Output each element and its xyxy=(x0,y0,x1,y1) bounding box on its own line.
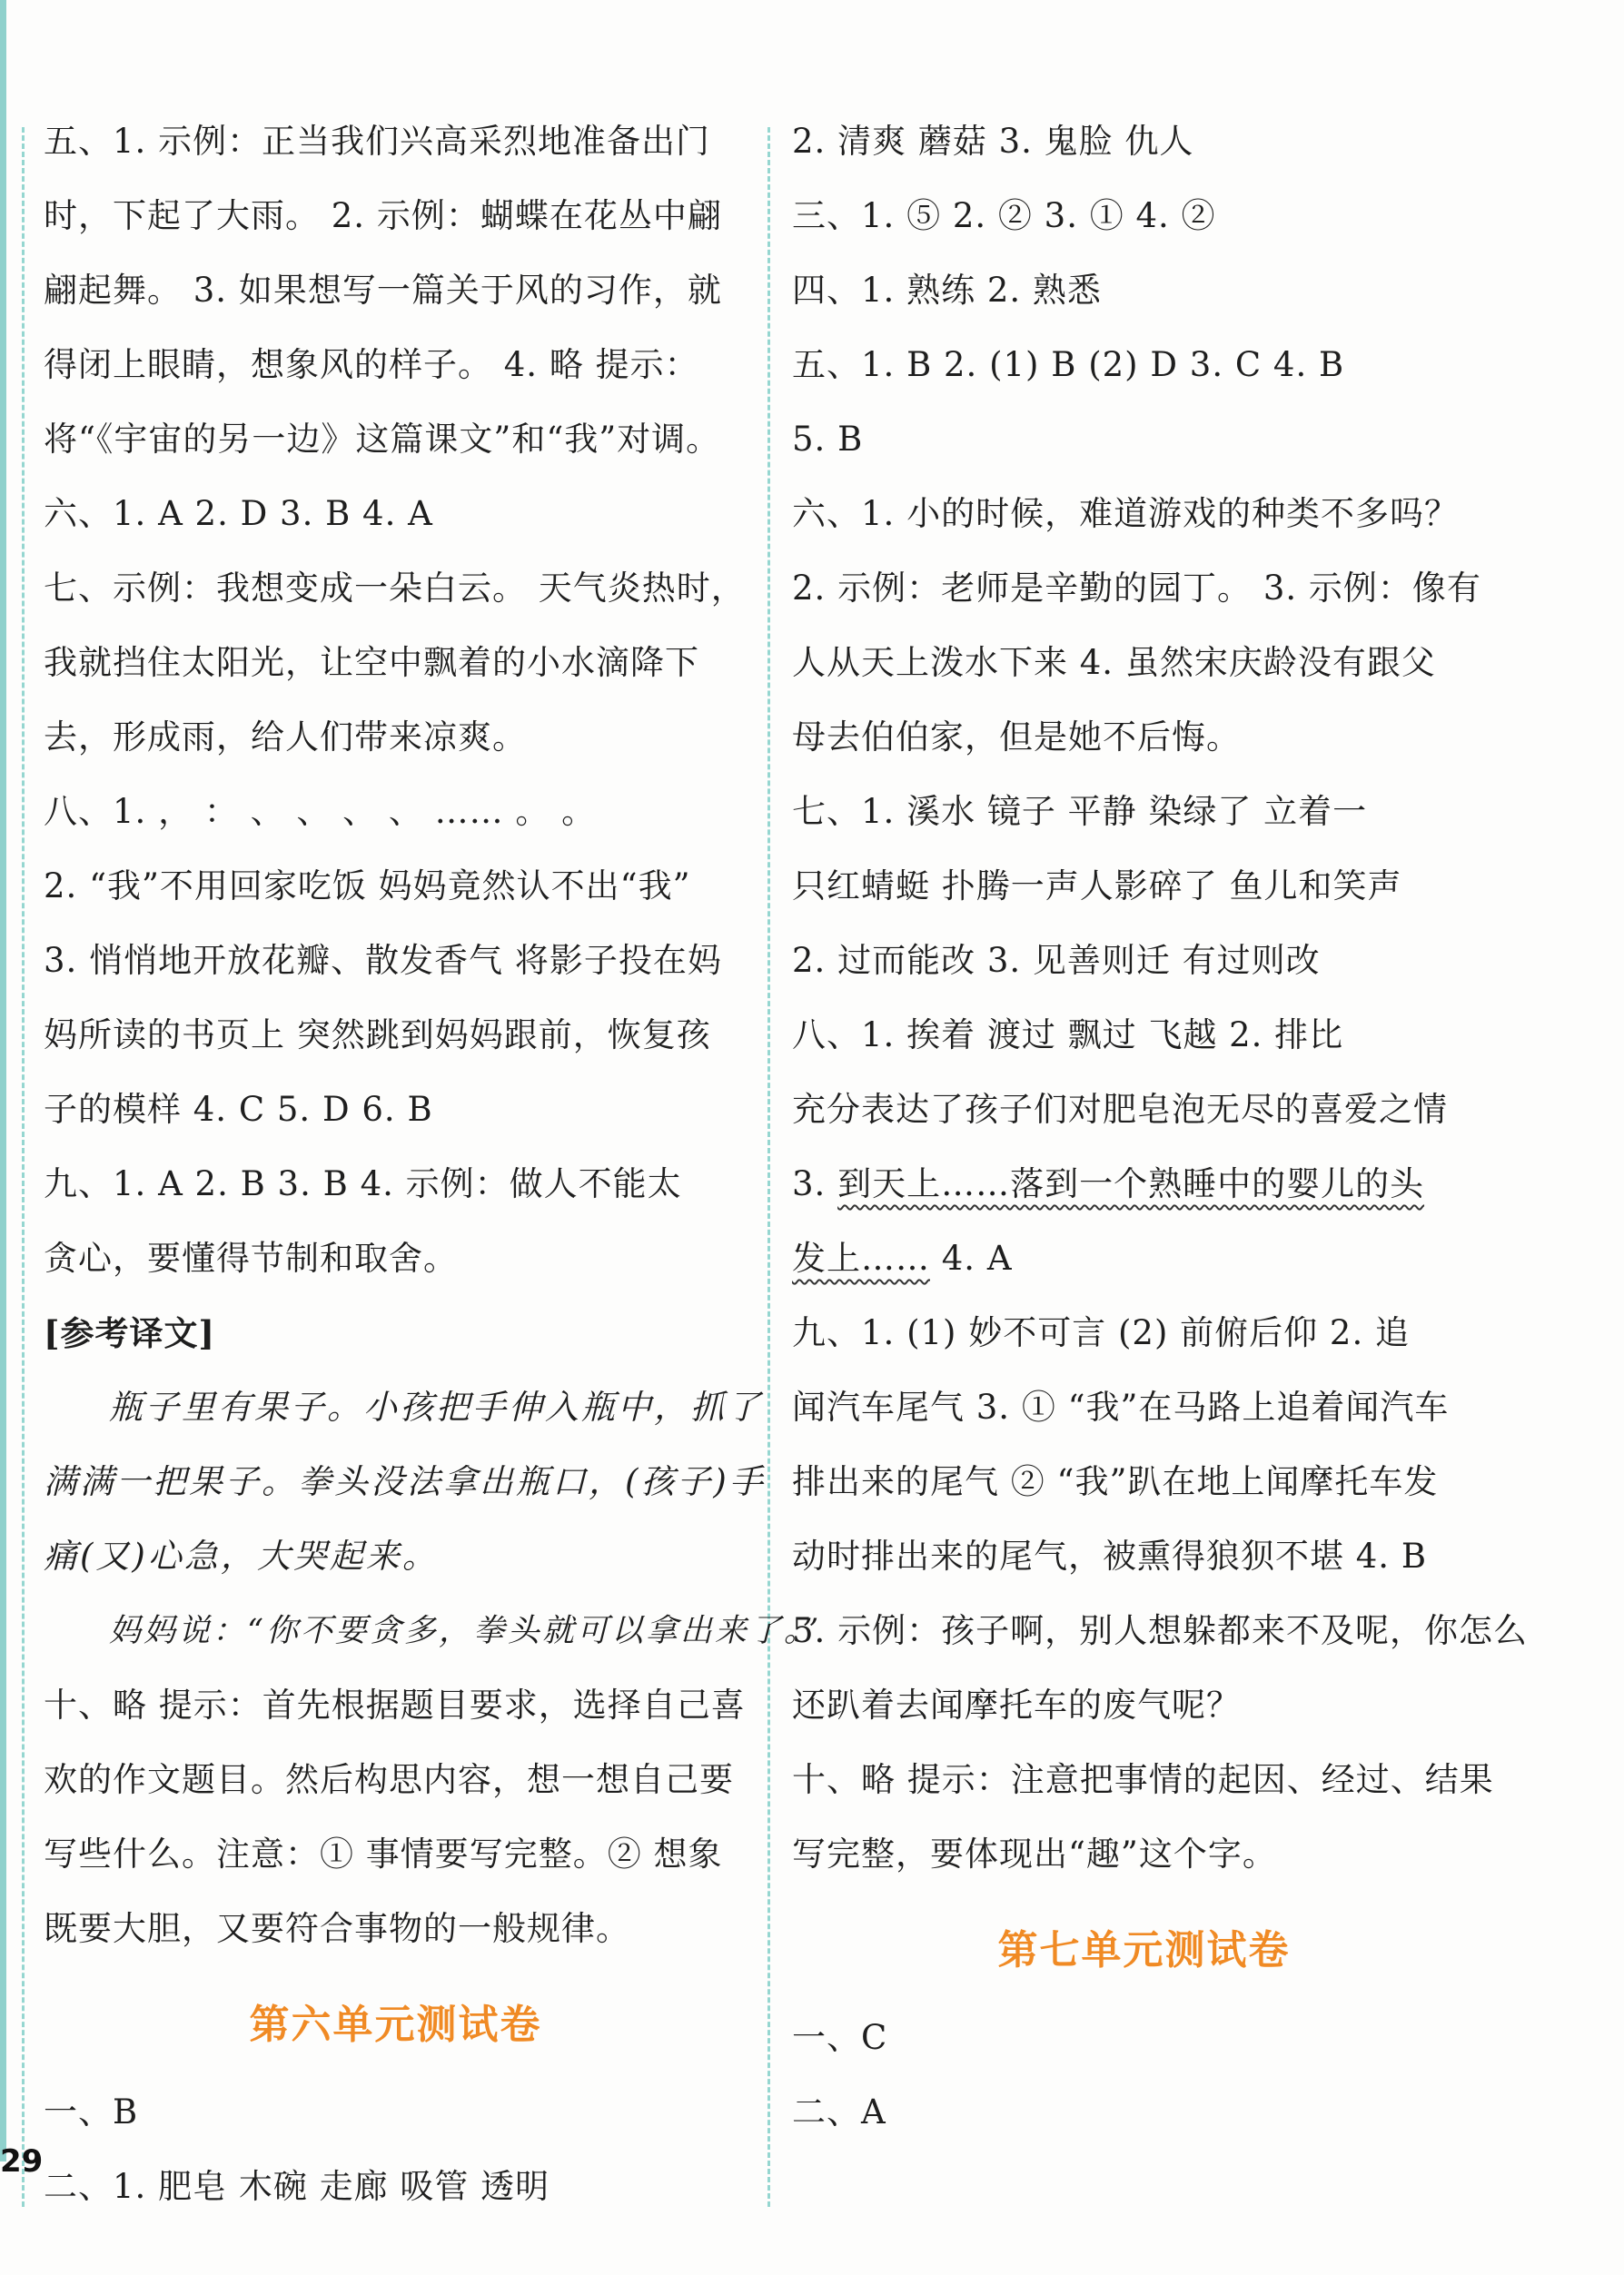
left-column xyxy=(44,104,822,2224)
left-edge-strip xyxy=(0,0,6,2161)
answer-line: 时，下起了大雨。 2. 示例：蝴蝶在花丛中翩 xyxy=(44,196,722,235)
answer-line: 八、1. 挨着 渡过 飘过 飞越 2. 排比 xyxy=(792,1015,1344,1054)
answer-line: 还趴着去闻摩托车的废气呢？ xyxy=(792,1686,1241,1725)
answer-line: 一、B xyxy=(44,2092,139,2132)
answer-line: 排出来的尾气 ② “我”趴在地上闻摩托车发 xyxy=(792,1462,1439,1501)
answer-line: 2. 清爽 蘑菇 3. 鬼脸 仇人 xyxy=(792,122,1194,161)
right-column xyxy=(792,104,1529,2150)
unit-seven-test-title: 第七单元测试卷 xyxy=(997,1927,1291,1973)
answer-line: 写完整，要体现出“趣”这个字。 xyxy=(792,1835,1277,1874)
answer-line: 5. 示例：孩子啊，别人想躲都来不及呢，你怎么 xyxy=(792,1611,1529,1650)
answer-line: 去，形成雨，给人们带来凉爽。 xyxy=(44,717,527,757)
answer-line: 贪心，要懂得节制和取舍。 xyxy=(44,1239,458,1278)
answer-line: 2. 过而能改 3. 见善则迁 有过则改 xyxy=(792,941,1321,980)
answer-line: 二、A xyxy=(792,2092,886,2132)
answer-line: 翩起舞。 3. 如果想写一篇关于风的习作，就 xyxy=(44,271,722,310)
answer-line-wavy xyxy=(792,1147,1496,1222)
translation-line: 瓶子里有果子。小孩把手伸入瓶中，抓了 xyxy=(109,1388,763,1427)
answer-line: 我就挡住太阳光，让空中飘着的小水滴降下 xyxy=(44,643,699,682)
translation-line: 妈妈说：“你不要贪多，拳头就可以拿出来了。” xyxy=(109,1613,822,1649)
answer-line: 闻汽车尾气 3. ① “我”在马路上追着闻汽车 xyxy=(792,1388,1450,1427)
answer-line: 将“《宇宙的另一边》这篇课文”和“我”对调。 xyxy=(44,420,721,459)
answer-line: 八、1. ， ： 、 、 、 、 …… 。 。 xyxy=(44,792,597,831)
column-divider xyxy=(767,127,770,2207)
answer-line: 5. B xyxy=(792,420,864,459)
translation-line: 痛(又)心急，大哭起来。 xyxy=(44,1537,439,1576)
answer-line: 妈所读的书页上 突然跳到妈妈跟前，恢复孩 xyxy=(44,1015,711,1054)
translation-line: 满满一把果子。拳头没法拿出瓶口，(孩子)手 xyxy=(44,1462,766,1501)
answer-line: 四、1. 熟练 2. 熟悉 xyxy=(792,271,1102,310)
answer-line: 写些什么。注意：① 事情要写完整。② 想象 xyxy=(44,1835,723,1874)
answer-line: 十、略 提示：首先根据题目要求，选择自己喜 xyxy=(44,1686,746,1725)
answer-line: 3. 悄悄地开放花瓣、散发香气 将影子投在妈 xyxy=(44,941,722,980)
answer-line: 人从天上泼水下来 4. 虽然宋庆龄没有跟父 xyxy=(792,643,1436,682)
answer-suffix: 4. A xyxy=(930,1239,1013,1278)
left-dashed-rule xyxy=(22,127,25,2207)
answer-line: 五、1. 示例：正当我们兴高采烈地准备出门 xyxy=(44,122,711,161)
reference-translation-title: [参考译文] xyxy=(44,1313,216,1353)
answer-line: 七、1. 溪水 镜子 平静 染绿了 立着一 xyxy=(792,792,1368,831)
answer-line: 充分表达了孩子们对肥皂泡无尽的喜爱之情 xyxy=(792,1090,1448,1129)
unit-six-test-title: 第六单元测试卷 xyxy=(249,2002,542,2048)
answer-line: 只红蜻蜓 扑腾一声人影碎了 鱼儿和笑声 xyxy=(792,866,1402,905)
answer-line-wavy xyxy=(792,1222,1496,1296)
answer-line: 九、1. (1) 妙不可言 (2) 前俯后仰 2. 追 xyxy=(792,1313,1410,1352)
answer-line: 子的模样 4. C 5. D 6. B xyxy=(44,1090,433,1129)
answer-line: 六、1. A 2. D 3. B 4. A xyxy=(44,494,433,533)
answer-line: 一、C xyxy=(792,2018,888,2057)
answer-line: 十、略 提示：注意把事情的起因、经过、结果 xyxy=(792,1760,1494,1799)
answer-line: 二、1. 肥皂 木碗 走廊 吸管 透明 xyxy=(44,2167,550,2206)
answer-line: 六、1. 小的时候，难道游戏的种类不多吗？ xyxy=(792,494,1460,533)
answer-line: 得闭上眼睛，想象风的样子。 4. 略 提示： xyxy=(44,345,699,384)
answer-line: 七、示例：我想变成一朵白云。 天气炎热时， xyxy=(44,569,746,608)
answer-line: 动时排出来的尾气，被熏得狼狈不堪 4. B xyxy=(792,1537,1428,1576)
answer-line: 三、1. ⑤ 2. ② 3. ① 4. ② xyxy=(792,196,1216,235)
answer-line: 既要大胆，又要符合事物的一般规律。 xyxy=(44,1909,630,1948)
answer-line: 2. 示例：老师是辛勤的园丁。 3. 示例：像有 xyxy=(792,569,1481,608)
wavy-underlined-text: 发上…… xyxy=(792,1239,930,1278)
answer-line: 2. “我”不用回家吃饭 妈妈竟然认不出“我” xyxy=(44,866,691,905)
answer-line: 欢的作文题目。然后构思内容，想一想自己要 xyxy=(44,1760,734,1799)
page-number: 29 xyxy=(0,2143,44,2180)
answer-line: 母去伯伯家，但是她不后悔。 xyxy=(792,717,1241,757)
answer-number: 3. xyxy=(792,1164,838,1203)
wavy-underlined-text: 到天上……落到一个熟睡中的婴儿的头 xyxy=(837,1164,1425,1203)
answer-line: 五、1. B 2. (1) B (2) D 3. C 4. B xyxy=(792,345,1345,384)
answer-line: 九、1. A 2. B 3. B 4. 示例：做人不能太 xyxy=(44,1164,682,1203)
